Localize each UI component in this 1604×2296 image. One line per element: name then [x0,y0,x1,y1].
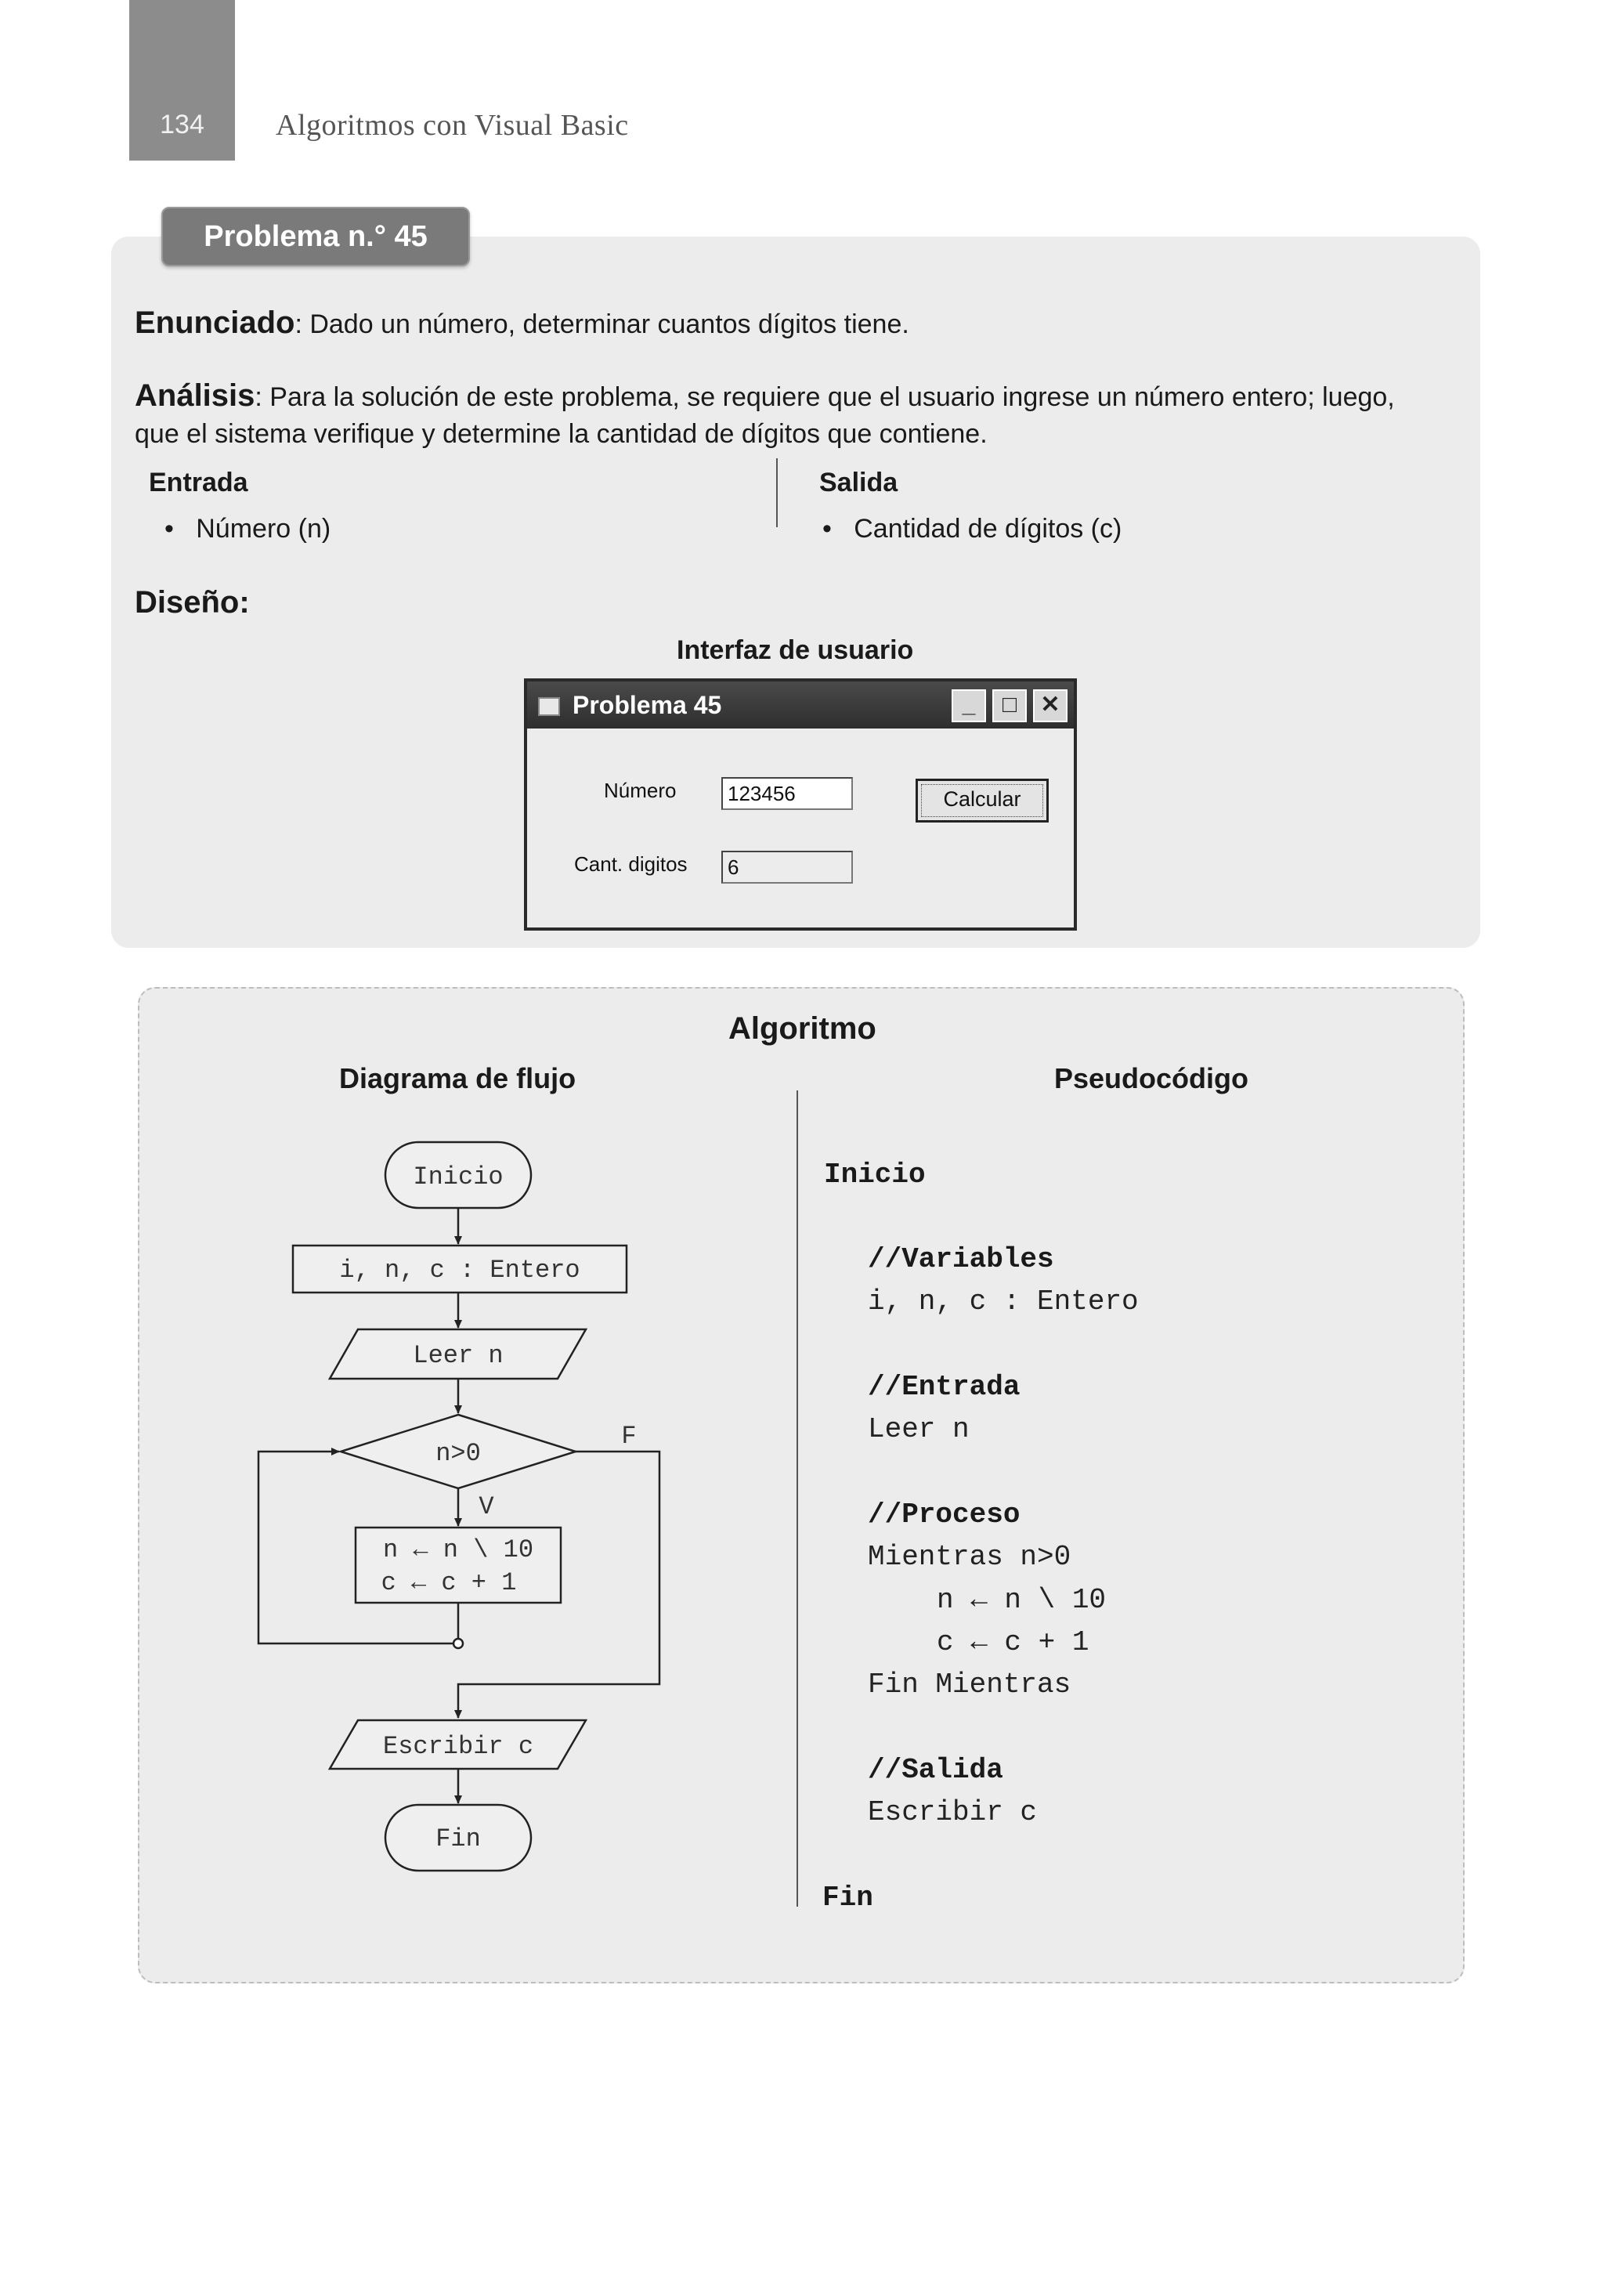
pseudo-body-2: c ← c + 1 [937,1626,1089,1658]
numero-label: Número [604,779,677,802]
flow-read-text: Leer n [413,1341,504,1370]
salida-label: Salida [819,468,898,497]
running-title: Algoritmos con Visual Basic [276,109,629,142]
flow-proc-line-1: n ← n \ 10 [382,1535,534,1564]
analisis-text-1: : Para la solución de este problema, se requiere que el usuario ingrese un número entero; luego, [255,382,1395,412]
flow-end-text: Fin [435,1824,481,1853]
enunciado-text: : Dado un número, determinar cuantos dígitos tiene. [294,309,909,339]
problem-badge-label: Problema n.° 45 [204,220,428,253]
pseudo-comment-proceso: //Proceso [868,1499,1021,1531]
page-number: 134 [160,110,204,139]
minimize-icon[interactable]: _ [952,689,986,722]
cant-digitos-label: Cant. digitos [574,852,688,876]
close-icon[interactable]: ✕ [1033,689,1068,722]
pseudo-inicio: Inicio [824,1159,926,1191]
interfaz-label: Interfaz de usuario [677,635,914,665]
analisis-label: Análisis [135,378,255,413]
diseno-label: Diseño: [135,585,250,620]
pseudo-comment-variables: //Variables [868,1243,1054,1275]
salida-item: • Cantidad de dígitos (c) [822,514,1122,544]
entrada-label: Entrada [149,468,248,497]
pseudo-decl: i, n, c : Entero [868,1285,1139,1318]
flow-cond-text: n>0 [435,1439,481,1468]
pseudo-fin: Fin [822,1882,873,1914]
pseudo-while: Mientras n>0 [868,1541,1071,1573]
algorithm-title: Algoritmo [728,1011,876,1046]
pseudo-title: Pseudocódigo [1054,1062,1249,1094]
flow-title: Diagrama de flujo [339,1062,576,1094]
pseudo-read: Leer n [868,1413,970,1445]
salida-item-text: Cantidad de dígitos (c) [854,514,1122,544]
window-title: Problema 45 [573,691,722,719]
flow-write-text: Escribir c [382,1732,534,1761]
pseudo-comment-salida: //Salida [868,1754,1003,1786]
calcular-button[interactable]: Calcular [916,779,1049,823]
flow-false-label: F [621,1422,637,1451]
flow-decl-text: i, n, c : Entero [339,1256,580,1285]
enunciado-label: Enunciado [135,306,295,340]
entrada-item-text: Número (n) [196,514,331,544]
pseudo-comment-entrada: //Entrada [868,1371,1021,1403]
flow-true-label: V [479,1492,494,1521]
cant-digitos-field: 6 [721,851,853,884]
pseudo-body-1: n ← n \ 10 [937,1584,1107,1616]
flow-proc-line-2: c ← c + 1 [381,1568,517,1597]
flow-connector [453,1639,463,1648]
maximize-icon[interactable]: □ [992,689,1027,722]
numero-input[interactable]: 123456 [721,777,853,810]
flow-start-text: Inicio [413,1162,504,1191]
entrada-item: • Número (n) [164,514,331,544]
pseudo-write: Escribir c [868,1796,1038,1828]
analisis-line-2: que el sistema verifique y determine la cantidad de dígitos que contiene. [135,419,988,449]
pseudo-endwhile: Fin Mientras [868,1669,1071,1701]
